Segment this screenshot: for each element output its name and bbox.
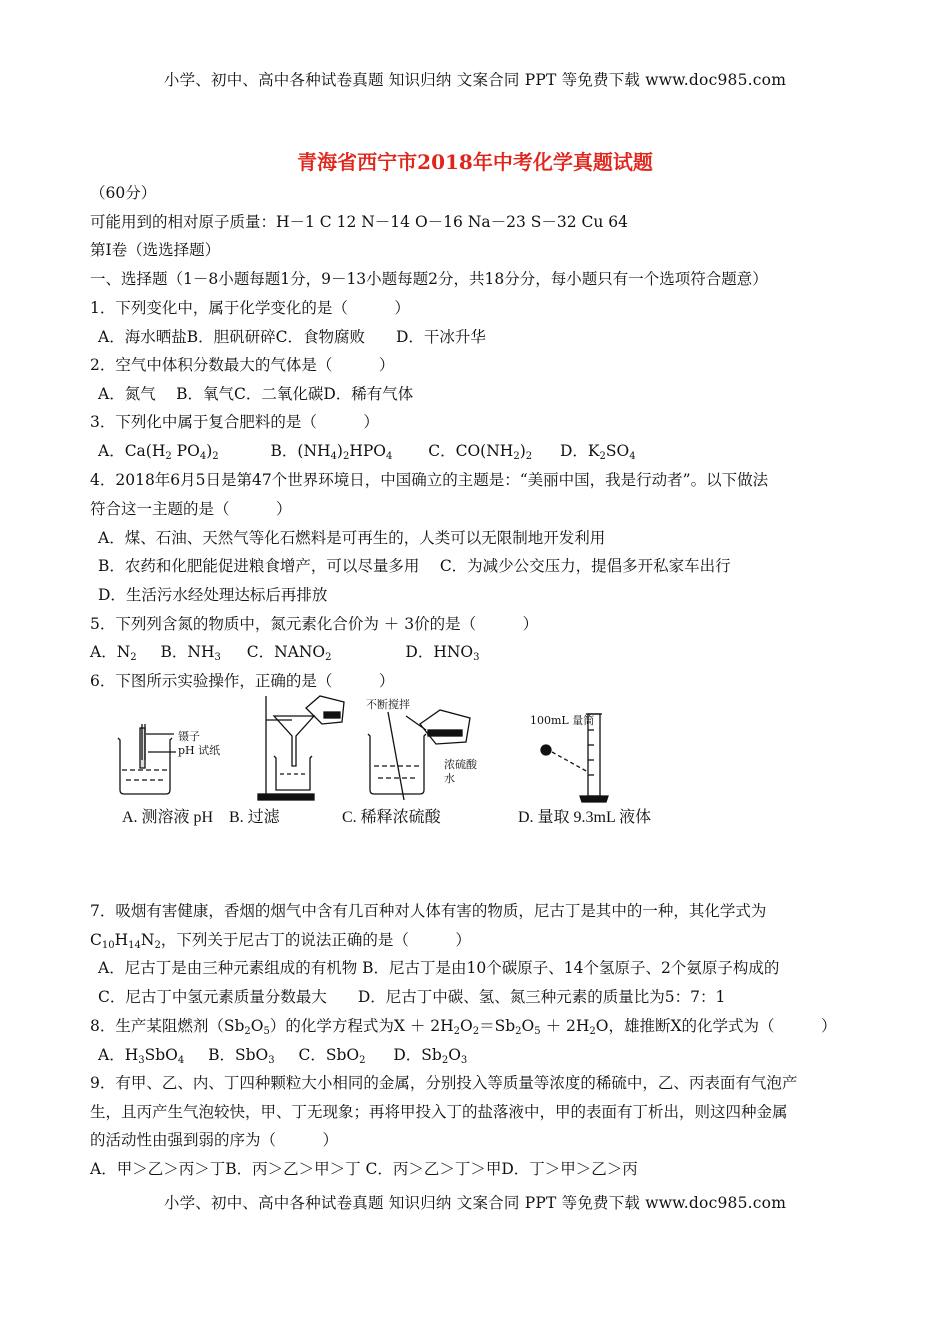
figure-c-dilution: [368, 710, 470, 800]
figure-a-ph-test: [118, 724, 176, 794]
caption-b: B. 过滤: [229, 809, 280, 826]
caption-d: D. 量取 9.3mL 液体: [518, 809, 652, 826]
q5-option-b: B．$NH_3$: [160, 643, 221, 663]
caption-c: C. 稀释浓硫酸: [342, 809, 441, 826]
q8-stem: 8．生产某阻燃剂$(Sb_2O_5)$的化学方程式为$X + 2H_2O_2=Sb_2O_5 + 2H_2O$，雄推断X的化学式为（ ）: [90, 1017, 837, 1037]
q4-option-d: D．生活污水经处理达标后再排放: [98, 586, 328, 604]
q1-stem: 1．下列变化中，属于化学变化的是（ ）: [90, 299, 410, 317]
q9-stem-line3: 的活动性由强到弱的序为（ ）: [90, 1131, 339, 1149]
q4-option-a: A．煤、石油、天然气等化石燃料是可再生的，人类可以无限制地开发利用: [98, 529, 606, 547]
q7-options-ab: A．尼古丁是由三种元素组成的有机物 B．尼古丁是由10个碳原子、14个氢原子、2个氨原子构成的: [98, 959, 780, 977]
q3-stem: 3．下列化中属于复合肥料的是（ ）: [90, 413, 379, 431]
q8-option-a: A．$H_3SbO_4$: [98, 1046, 185, 1066]
q5-options: [90, 642, 479, 662]
q7-stem-line1: 7．吸烟有害健康，香烟的烟气中含有几百种对人体有害的物质，尼古丁是其中的一种，其化学式为: [90, 902, 767, 920]
q5-option-c: C．$NANO_2$: [246, 643, 332, 663]
q6-stem: 6．下图所示实验操作，正确的是（ ）: [90, 672, 395, 690]
q8-options: [98, 1045, 467, 1065]
nicotine-formula: $C_{10}H_{14}N_2$: [90, 931, 161, 951]
page-header: 小学、初中、高中各种试卷真题 知识归纳 文案合同 PPT 等免费下载 www.doc985.com: [163, 71, 787, 89]
label-ph-paper: pH 试纸: [178, 744, 221, 757]
q7-options-cd: C．尼古丁中氢元素质量分数最大 D．尼古丁中碳、氢、氮三种元素的质量比为5：7：1: [98, 988, 726, 1006]
q2-stem: 2．空气中体积分数最大的气体是（ ）: [90, 356, 395, 374]
caption-a: A. 测溶液 pH: [122, 809, 214, 826]
label-water: 水: [444, 772, 455, 785]
q8-option-c: C．SbO$_2$: [298, 1046, 366, 1066]
label-conc-acid: 浓硫酸: [444, 758, 477, 771]
q9-options: A．甲＞乙＞丙＞丁B．丙＞乙＞甲＞丁 C．丙＞乙＞丁＞甲D．丁＞甲＞乙＞丙: [90, 1160, 638, 1178]
page-title: 青海省西宁市2018年中考化学真题试题: [297, 150, 653, 174]
q9-stem-line2: 生，且丙产生气泡较快，甲、丁无现象；再将甲投入丁的盐落液中，甲的表面有丁析出，则这四种金属: [90, 1103, 788, 1121]
q9-stem-line1: 9．有甲、乙、内、丁四种颗粒大小相同的金属，分别投入等质量等浓度的稀硫中，乙、丙表面有气泡产: [90, 1074, 798, 1092]
q3-option-a: A．$Ca(H_2$ $PO_4)_2$: [98, 442, 219, 462]
label-tweezers: 镊子: [178, 730, 200, 743]
q5-option-d: D．$HNO_3$: [405, 643, 480, 663]
label-stir: 不断搅拌: [366, 698, 410, 711]
q5-option-a: A．$N_2$: [90, 643, 137, 663]
figure-b-filtration: [258, 696, 344, 800]
q5-stem: 5．下列列含氮的物质中，氮元素化合价为 ＋ 3价的是（ ）: [90, 615, 539, 633]
q7-stem-line2: $C_{10}H_{14}N_2$，下列关于尼古丁的说法正确的是（ ）: [90, 931, 471, 951]
atomic-masses: 可能用到的相对原子质量：H－1 C 12 N－14 O－16 Na－23 S－32 Cu 64: [90, 213, 629, 231]
q4-option-bc: B．农药和化肥能促进粮食增产，可以尽量多用 C．为减少公交压力，提倡多开私家车出行: [98, 557, 731, 575]
section-heading: 一、选择题（1－8小题每题1分，9－13小题每题2分，共18分分，每小题只有一个选项符合题意）: [90, 270, 768, 288]
page-footer: 小学、初中、高中各种试卷真题 知识归纳 文案合同 PPT 等免费下载 www.doc985.com: [163, 1194, 787, 1212]
q3-options: [98, 441, 636, 461]
total-score: （60分）: [90, 184, 157, 202]
q3-option-c: C．$CO(NH_2)_2$: [428, 442, 533, 462]
q3-option-b: B．$(NH_4)_2HPO_4$: [270, 442, 393, 462]
q1-options: A．海水晒盐B．胆矾研碎C．食物腐败 D．干冰升华: [98, 328, 486, 346]
q4-stem-line1: 4．2018年6月5日是第47个世界环境日，中国确立的主题是：“美丽中国，我是行动者”。以下做法: [90, 471, 769, 489]
part-heading: 第Ⅰ卷（选选择题）: [90, 241, 221, 259]
q4-stem-line2: 符合这一主题的是（ ）: [90, 500, 292, 518]
label-cylinder: 100mL 量筒: [530, 714, 595, 727]
q3-option-d: D．$K_2SO_4$: [560, 442, 636, 462]
q8-option-d: D．$Sb_2O_3$: [393, 1046, 468, 1066]
q2-options: A．氮气 B．氧气C．二氧化碳D．稀有气体: [98, 385, 414, 403]
q8-option-b: B．SbO$_3$: [208, 1046, 275, 1066]
